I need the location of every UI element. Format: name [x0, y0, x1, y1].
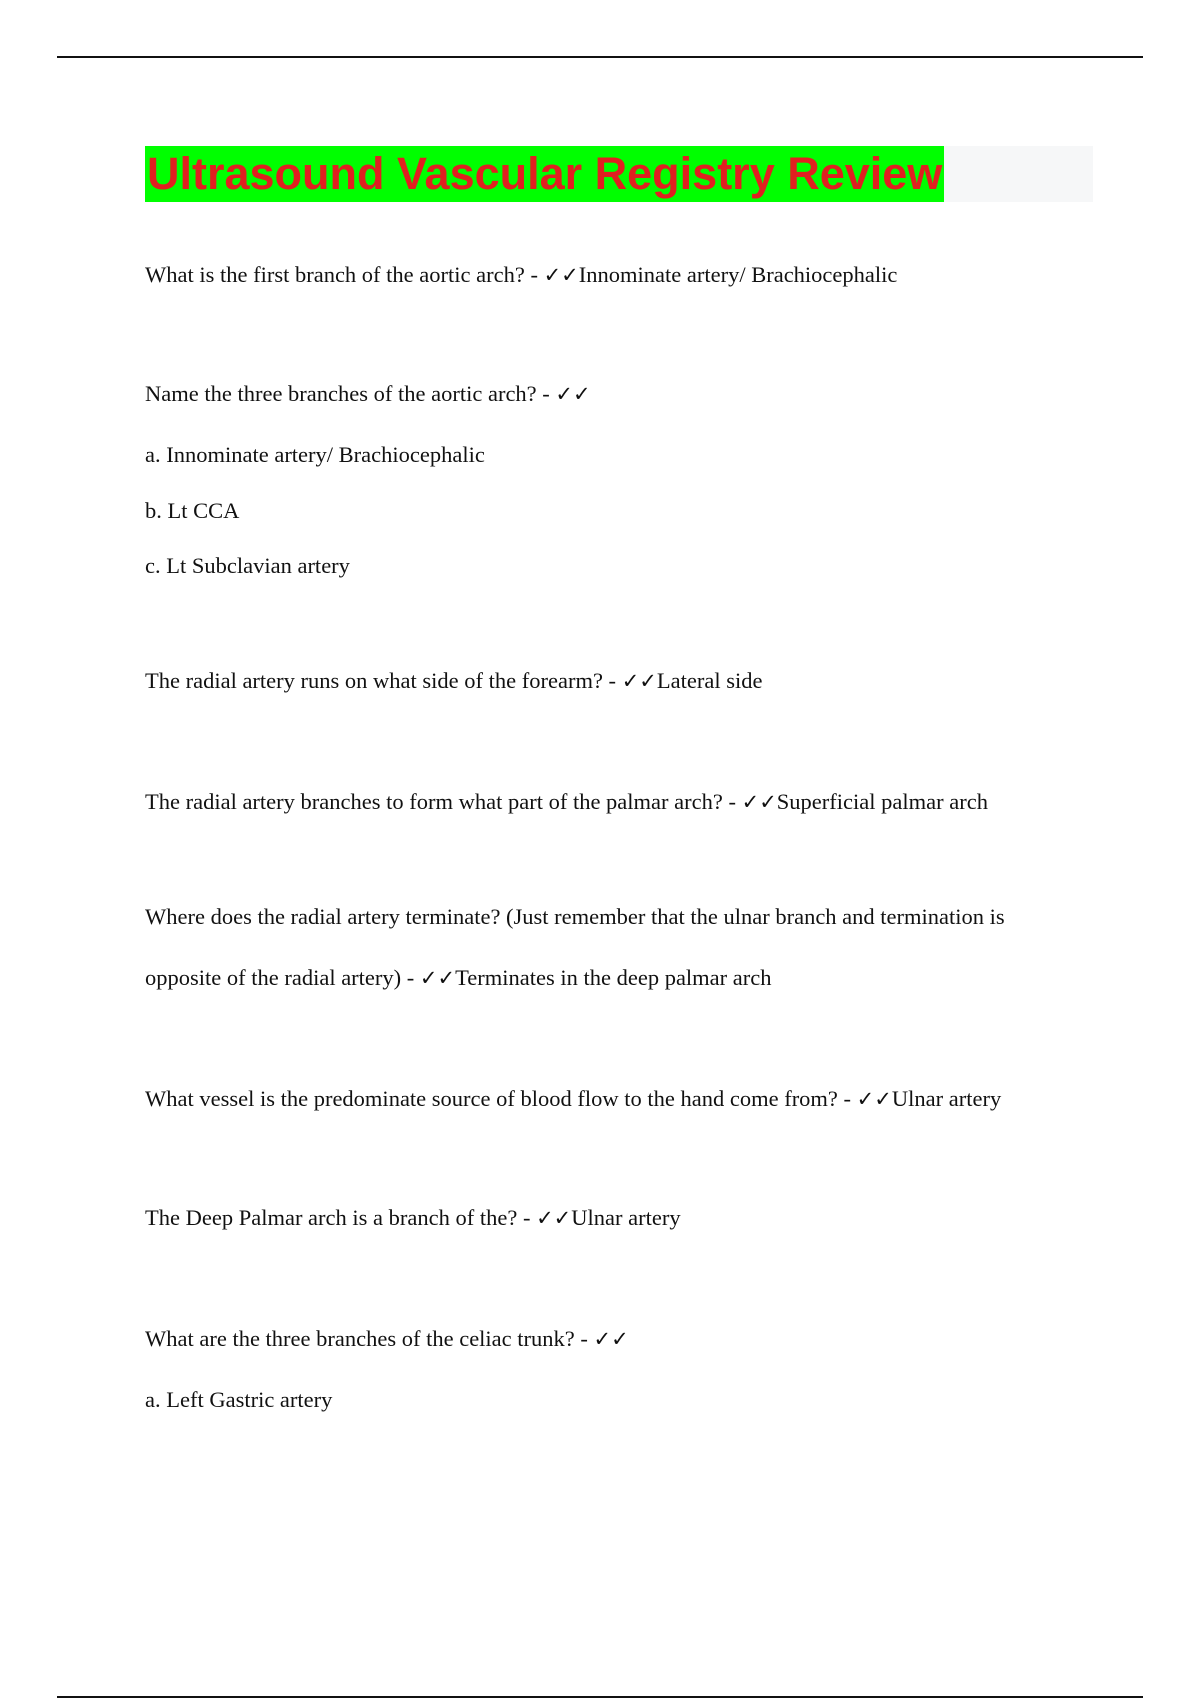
question-text: opposite of the radial artery) -: [145, 965, 420, 990]
check-icon: ✓✓: [593, 1327, 629, 1351]
answer-text: Ulnar artery: [891, 1086, 1002, 1111]
question-5-line-1: Where does the radial artery terminate? (Just remember that the ulnar branch and termination is: [145, 904, 1005, 929]
question-4: [145, 787, 988, 817]
document-title: Ultrasound Vascular Registry Review: [145, 146, 944, 202]
check-icon: ✓✓: [856, 1087, 892, 1111]
question-5-line-2: [145, 963, 772, 993]
footer-rule: [57, 1696, 1143, 1698]
check-icon: ✓✓: [555, 382, 591, 406]
check-icon: ✓✓: [536, 1206, 572, 1230]
answer-text: Superficial palmar arch: [776, 789, 988, 814]
answer-list-item: a. Innominate artery/ Brachiocephalic: [145, 442, 485, 467]
answer-text: Ulnar artery: [571, 1205, 681, 1230]
answer-list-item: b. Lt CCA: [145, 498, 240, 523]
check-icon: ✓✓: [741, 790, 777, 814]
question-7: [145, 1203, 681, 1233]
question-text: What are the three branches of the celiac trunk? -: [145, 1326, 594, 1351]
answer-text: Lateral side: [656, 668, 763, 693]
question-text: What vessel is the predominate source of blood flow to the hand come from? -: [145, 1086, 857, 1111]
question-text: What is the first branch of the aortic arch? -: [145, 262, 544, 287]
check-icon: ✓✓: [543, 263, 579, 287]
question-8: [145, 1324, 629, 1354]
answer-list-item: a. Left Gastric artery: [145, 1387, 333, 1412]
check-icon: ✓✓: [621, 669, 657, 693]
question-6: [145, 1084, 1001, 1114]
question-text: The radial artery runs on what side of the forearm? -: [145, 668, 622, 693]
check-icon: ✓✓: [419, 966, 456, 990]
question-3: [145, 666, 762, 696]
question-1: [145, 260, 897, 290]
question-text: The Deep Palmar arch is a branch of the? -: [145, 1205, 537, 1230]
question-2: [145, 379, 591, 409]
question-text: The radial artery branches to form what part of the palmar arch? -: [145, 789, 742, 814]
answer-text: Terminates in the deep palmar arch: [455, 965, 772, 990]
answer-list-item: c. Lt Subclavian artery: [145, 553, 350, 578]
answer-text: Innominate artery/ Brachiocephalic: [578, 262, 898, 287]
question-text: Name the three branches of the aortic arch? -: [145, 381, 556, 406]
header-rule: [57, 56, 1143, 58]
